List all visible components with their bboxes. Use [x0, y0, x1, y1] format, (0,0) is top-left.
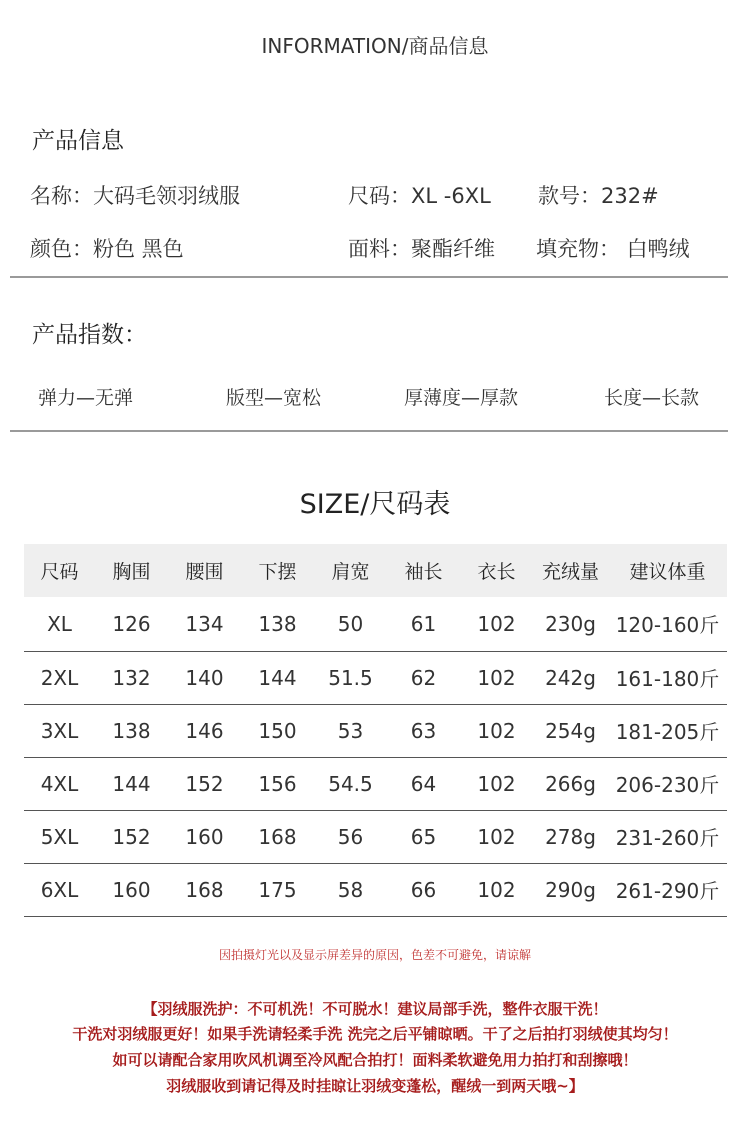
table-cell: 181-205斤	[615, 720, 720, 744]
header-length: 衣长	[477, 561, 516, 583]
color-disclaimer: 因拍摄灯光以及显示屏差异的原因，色差不可避免，请谅解	[218, 948, 531, 962]
product-filling: 填充物： 白鸭绒	[536, 237, 690, 261]
table-cell: 50	[337, 611, 364, 636]
index-length: 长度—长款	[604, 387, 700, 409]
table-cell: 65	[410, 824, 437, 849]
table-cell: 160	[185, 824, 224, 849]
header-fill-weight: 充绒量	[541, 561, 599, 583]
table-cell: 132	[112, 665, 151, 690]
table-cell: XL	[47, 611, 72, 636]
product-name: 名称：大码毛领羽绒服	[30, 184, 240, 208]
size-table-header-row	[24, 544, 727, 597]
header-chest: 胸围	[112, 561, 151, 583]
table-cell: 53	[337, 718, 364, 743]
table-cell: 254g	[545, 718, 596, 743]
table-cell: 168	[258, 824, 297, 849]
table-cell: 175	[258, 877, 297, 902]
product-style-no: 款号：232#	[538, 184, 659, 208]
product-color: 颜色：粉色 黑色	[30, 237, 184, 261]
table-cell: 120-160斤	[615, 613, 720, 638]
table-cell: 63	[410, 718, 437, 743]
table-cell: 56	[337, 824, 364, 849]
size-table-title: SIZE/尺码表	[299, 489, 451, 520]
table-cell: 138	[112, 718, 151, 743]
table-cell: 102	[477, 718, 516, 743]
table-cell: 61	[410, 611, 437, 636]
header-sleeve: 袖长	[404, 561, 443, 583]
table-cell: 266g	[545, 771, 596, 796]
table-cell: 156	[258, 771, 297, 796]
table-cell: 66	[410, 877, 437, 902]
table-cell: 230g	[545, 611, 596, 636]
table-row	[24, 704, 727, 757]
product-info-title: 产品信息	[32, 128, 124, 154]
table-cell: 140	[185, 665, 224, 690]
table-cell: 5XL	[40, 824, 79, 849]
product-index-title: 产品指数：	[32, 322, 147, 348]
table-cell: 161-180斤	[615, 667, 720, 691]
table-cell: 144	[112, 771, 151, 796]
care-note-line-1: 【羽绒服洗护：不可机洗！不可脱水！建议局部手洗，整件衣服干洗！	[142, 1000, 608, 1018]
size-table	[24, 544, 727, 917]
table-row	[24, 863, 727, 916]
table-cell: 62	[410, 665, 437, 690]
table-cell: 206-230斤	[615, 773, 720, 797]
table-cell: 58	[337, 877, 364, 902]
table-cell: 102	[477, 877, 516, 902]
index-fit: 版型—宽松	[226, 387, 322, 409]
table-cell: 242g	[545, 665, 596, 690]
table-cell: 102	[477, 611, 516, 636]
page-header: INFORMATION/商品信息	[261, 34, 489, 58]
care-note-line-4: 羽绒服收到请记得及时挂晾让羽绒变蓬松，醒绒一到两天哦~】	[166, 1077, 584, 1095]
table-cell: 64	[410, 771, 437, 796]
table-cell: 150	[258, 718, 297, 743]
care-note-line-2: 干洗对羽绒服更好！如果手洗请轻柔手洗 洗完之后平铺晾晒。干了之后拍打羽绒使其均匀！	[72, 1025, 678, 1043]
table-cell: 126	[112, 611, 151, 636]
table-cell: 152	[112, 824, 151, 849]
table-cell: 160	[112, 877, 151, 902]
table-cell: 4XL	[40, 771, 79, 796]
divider-1	[10, 276, 728, 278]
care-note-line-3: 如可以请配合家用吹风机调至冷风配合拍打！面料柔软避免用力拍打和刮擦哦！	[112, 1051, 638, 1069]
table-row	[24, 597, 727, 651]
table-cell: 102	[477, 771, 516, 796]
table-cell: 54.5	[328, 771, 373, 796]
table-cell: 2XL	[40, 665, 79, 690]
table-cell: 51.5	[328, 665, 373, 690]
index-thickness: 厚薄度—厚款	[404, 387, 519, 409]
table-cell: 152	[185, 771, 224, 796]
header-waist: 腰围	[185, 561, 224, 583]
table-cell: 290g	[545, 877, 596, 902]
table-cell: 138	[258, 611, 297, 636]
table-cell: 168	[185, 877, 224, 902]
table-cell: 102	[477, 665, 516, 690]
product-fabric: 面料：聚酯纤维	[348, 237, 495, 261]
table-cell: 146	[185, 718, 224, 743]
table-cell: 6XL	[40, 877, 79, 902]
table-cell: 144	[258, 665, 297, 690]
index-elasticity: 弹力—无弹	[38, 387, 134, 409]
table-row	[24, 757, 727, 810]
table-cell: 278g	[545, 824, 596, 849]
divider-2	[10, 430, 728, 432]
table-row	[24, 810, 727, 863]
table-cell: 102	[477, 824, 516, 849]
header-size: 尺码	[40, 561, 79, 583]
table-row	[24, 651, 727, 704]
header-recommended-weight: 建议体重	[629, 561, 706, 583]
table-cell: 3XL	[40, 718, 79, 743]
product-size-range: 尺码：XL -6XL	[348, 184, 491, 208]
table-cell: 261-290斤	[615, 879, 720, 903]
table-cell: 134	[185, 611, 224, 636]
table-cell: 231-260斤	[615, 826, 720, 850]
header-hem: 下摆	[258, 561, 297, 583]
header-shoulder: 肩宽	[331, 561, 370, 583]
